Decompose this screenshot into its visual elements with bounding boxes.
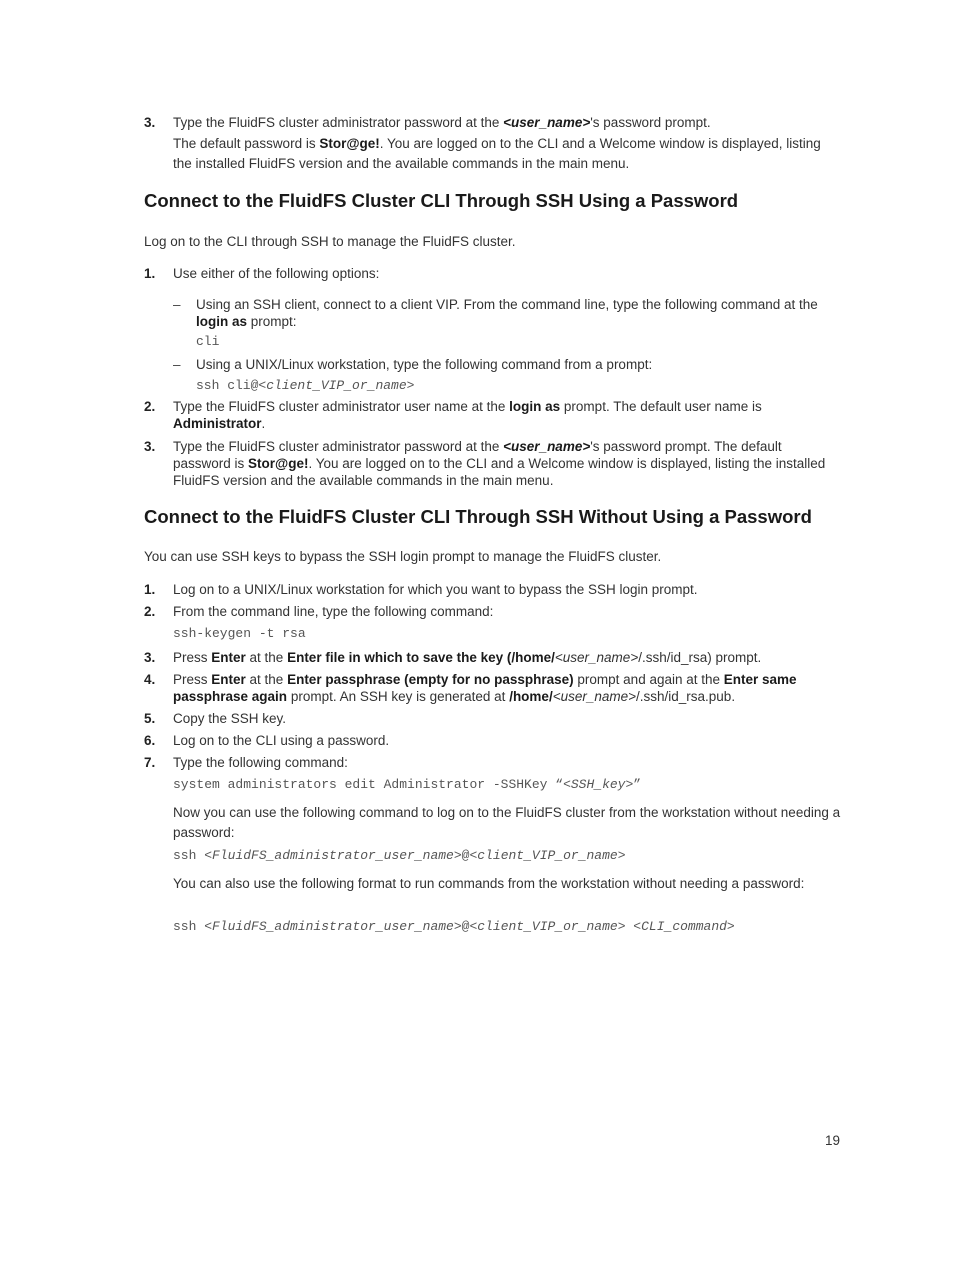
- step-number: 4.: [144, 672, 156, 687]
- step-text: Use either of the following options:: [173, 266, 380, 281]
- step-number: 3.: [144, 650, 156, 665]
- step-text: Copy the SSH key.: [173, 711, 287, 726]
- step-number: 6.: [144, 733, 156, 748]
- step-paragraph: The default password is Stor@ge!. You are logged on to the CLI and a Welcome window is displayed, listing the installed FluidFS version and the available commands in the main menu.: [173, 136, 821, 171]
- step-number: 1.: [144, 266, 156, 281]
- step-text: Log on to the CLI using a password.: [173, 733, 390, 748]
- code-snippet: ssh cli@<client_VIP_or_name>: [196, 378, 415, 393]
- code-snippet: ssh <FluidFS_administrator_user_name>@<client_VIP_or_name>: [173, 848, 626, 863]
- step-text: From the command line, type the following command:: [173, 604, 494, 619]
- step-text: Log on to a UNIX/Linux workstation for which you want to bypass the SSH login prompt.: [173, 582, 698, 597]
- step-text: Press Enter at the Enter passphrase (empty for no passphrase) prompt and again at the Enter same passphrase again prompt. An SSH key is generated at /home/<user_name>/.ssh/id_rsa.pub.: [173, 672, 797, 704]
- step-text: Type the following command:: [173, 755, 348, 770]
- list-dash: –: [173, 357, 181, 372]
- step-number: 3.: [144, 115, 156, 130]
- step-number: 5.: [144, 711, 156, 726]
- code-snippet: ssh <FluidFS_administrator_user_name>@<client_VIP_or_name> <CLI_command>: [173, 919, 735, 934]
- step-text: Type the FluidFS cluster administrator password at the <user_name>'s password prompt.: [173, 115, 711, 130]
- section-heading-ssh-password: Connect to the FluidFS Cluster CLI Through SSH Using a Password: [144, 190, 739, 211]
- section-intro: You can use SSH keys to bypass the SSH login prompt to manage the FluidFS cluster.: [144, 549, 662, 564]
- step-text: Type the FluidFS cluster administrator password at the <user_name>'s password prompt. The default password is Stor@ge!. You are logged on to the CLI and a Welcome window is displayed, listing the installed FluidFS version and the available commands in the main menu.: [173, 439, 826, 488]
- code-snippet: cli: [196, 334, 220, 349]
- code-snippet: ssh-keygen -t rsa: [173, 626, 306, 641]
- option-text: Using an SSH client, connect to a client VIP. From the command line, type the following command at the login as prompt:: [196, 297, 818, 329]
- step-paragraph: Now you can use the following command to log on to the FluidFS cluster from the workstation without needing a password:: [173, 805, 841, 840]
- section-intro: Log on to the CLI through SSH to manage the FluidFS cluster.: [144, 234, 516, 249]
- code-snippet: system administrators edit Administrator -SSHKey “<SSH_key>”: [173, 777, 642, 792]
- page-number: 19: [824, 1133, 840, 1148]
- step-text: Press Enter at the Enter file in which to save the key (/home/<user_name>/.ssh/id_rsa) prompt.: [173, 650, 762, 665]
- step-number: 7.: [144, 755, 156, 770]
- section-heading-ssh-no-password: Connect to the FluidFS Cluster CLI Through SSH Without Using a Password: [144, 506, 812, 527]
- step-number: 2.: [144, 399, 156, 414]
- step-number: 1.: [144, 582, 156, 597]
- list-dash: –: [173, 297, 181, 312]
- step-paragraph: You can also use the following format to run commands from the workstation without needing a password:: [173, 876, 805, 891]
- step-text: Type the FluidFS cluster administrator user name at the login as prompt. The default user name is Administrator.: [173, 399, 762, 431]
- step-number: 2.: [144, 604, 156, 619]
- step-number: 3.: [144, 439, 156, 454]
- option-text: Using a UNIX/Linux workstation, type the following command from a prompt:: [196, 357, 653, 372]
